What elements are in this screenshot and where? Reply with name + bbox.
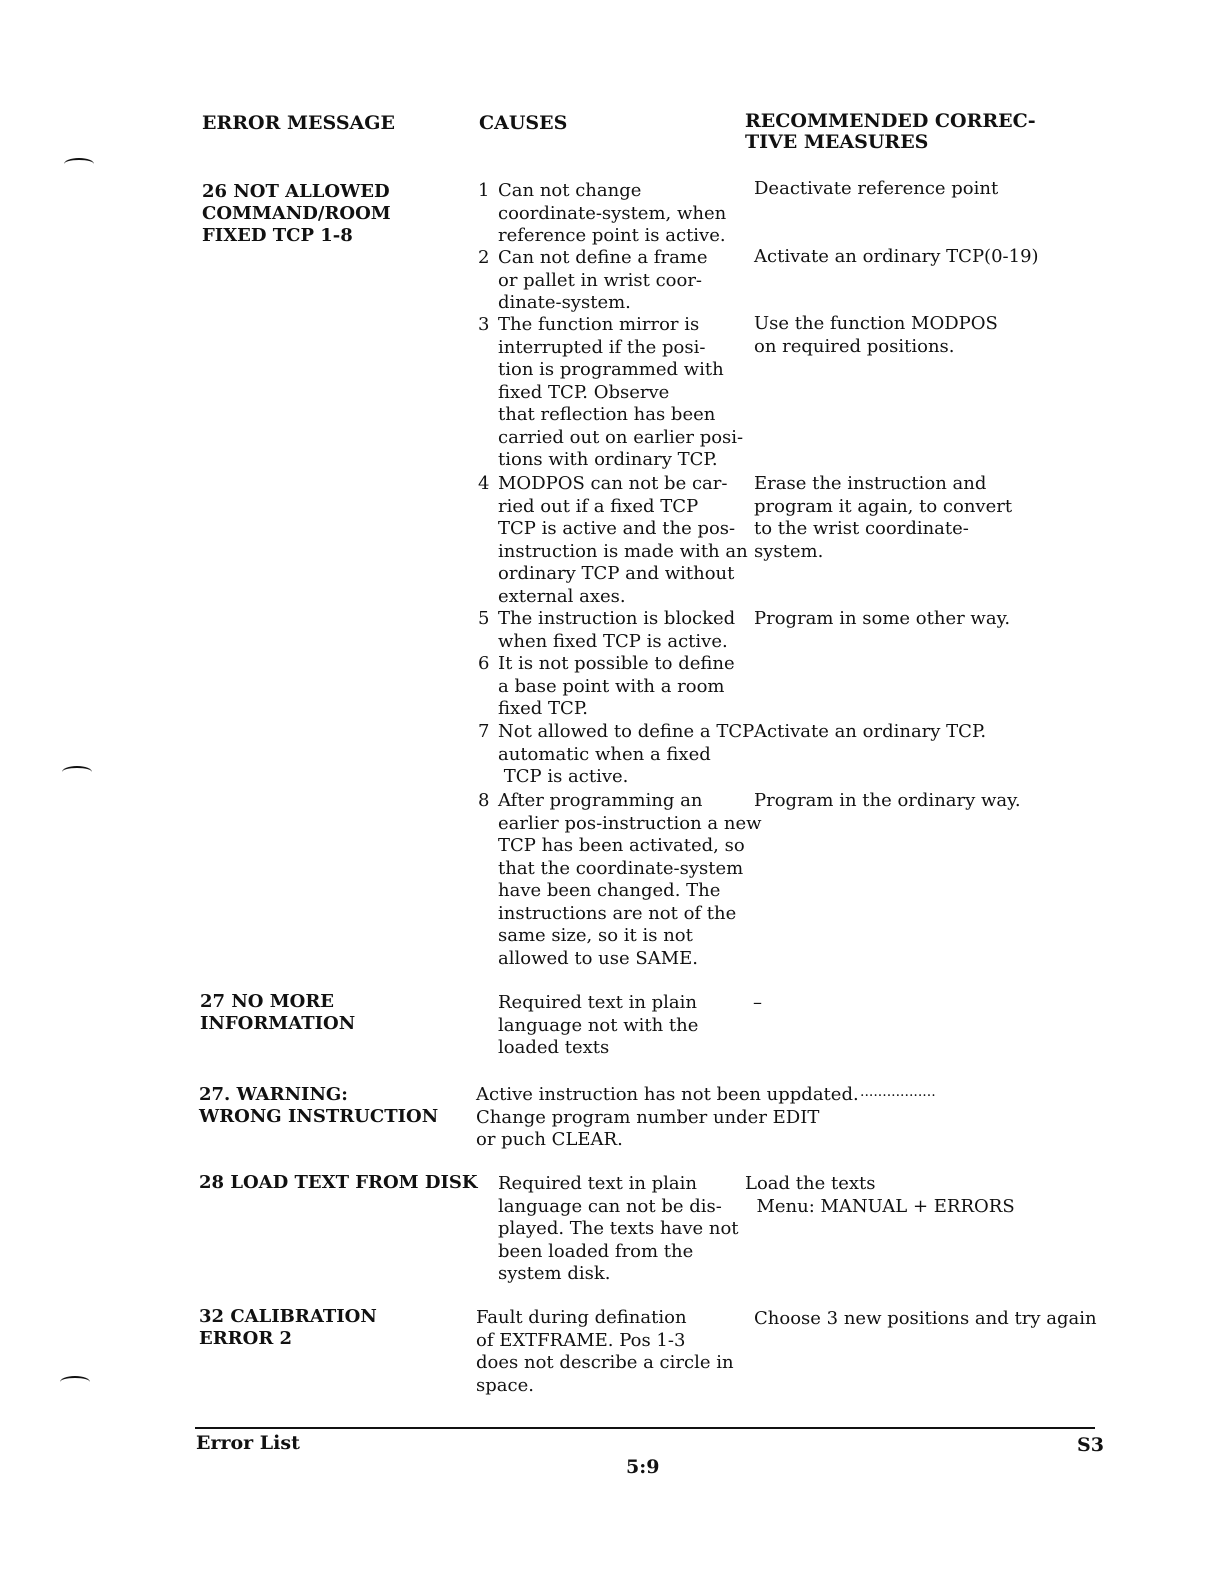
footer-title: Error List [196, 1432, 300, 1454]
cause-text: Can not change coordinate-system, when reference point is active. [498, 180, 727, 246]
measure-text: – [753, 992, 762, 1013]
cause-text: Required text in plain language can not be dis- played. The texts have not been loaded from the system disk. [498, 1173, 739, 1284]
cause-text: Fault during defination of EXTFRAME. Pos 1-3 does not describe a circle in space. [476, 1307, 734, 1396]
error-32-message: 32 CALIBRATION ERROR 2 [199, 1306, 377, 1349]
error-26-message: 26 NOT ALLOWED COMMAND/ROOM FIXED TCP 1-8 [202, 181, 391, 246]
page-number: 5:9 [626, 1456, 660, 1478]
cause-text: The instruction is blocked when fixed TCP is active. [498, 608, 736, 652]
cause-number: 1 [478, 180, 490, 201]
cause-number: 3 [478, 314, 490, 335]
measure-text: Use the function MODPOS on required positions. [754, 313, 998, 357]
cause-number: 4 [478, 473, 490, 494]
cause-text: Not allowed to define a TCP automatic when a fixed TCP is active. [498, 721, 755, 787]
cause-number: 6 [478, 653, 490, 674]
cause-number: 8 [478, 790, 490, 811]
binder-mark [64, 158, 94, 170]
footer-section: S3 [1077, 1434, 1104, 1456]
measure-text: Program in the ordinary way. [754, 790, 1021, 811]
cause-text: It is not possible to define a base point with a room fixed TCP. [498, 653, 735, 719]
header-error-message: ERROR MESSAGE [202, 112, 396, 134]
cause-text: The function mirror is interrupted if the posi- tion is programmed with fixed TCP. Observe that reflection has been carried out on earlier posi- tions with ordinary TCP. [498, 314, 744, 470]
cause-number: 2 [478, 247, 490, 268]
cause-number: 7 [478, 721, 490, 742]
cause-text: MODPOS can not be car- ried out if a fixed TCP TCP is active and the pos- instruction is made with an ordinary TCP and without external axes. [498, 473, 748, 607]
footer-rule [195, 1427, 1095, 1429]
binder-mark [62, 766, 92, 778]
measure-text: Activate an ordinary TCP(0-19) [754, 246, 1039, 267]
error-27-message: 27 NO MORE INFORMATION [200, 991, 356, 1034]
cause-text: Active instruction has not been uppdated. Change program number under EDIT or puch CLEAR. [476, 1084, 859, 1150]
measure-text: Choose 3 new positions and try again [754, 1308, 1097, 1329]
header-causes: CAUSES [479, 112, 568, 134]
error-28-message: 28 LOAD TEXT FROM DISK [199, 1172, 478, 1193]
measure-text: Erase the instruction and program it again, to convert to the wrist coordinate- system. [754, 473, 1013, 562]
measure-text: Program in some other way. [754, 608, 1011, 629]
header-measures: RECOMMENDED CORREC- TIVE MEASURES [745, 110, 1036, 153]
cause-number: 5 [478, 608, 490, 629]
cause-text: Required text in plain language not with the loaded texts [498, 992, 699, 1058]
measure-text: Activate an ordinary TCP. [754, 721, 987, 742]
measure-text: Load the texts Menu: MANUAL + ERRORS [745, 1173, 1015, 1217]
error-27-warning-message: 27. WARNING: WRONG INSTRUCTION [199, 1084, 439, 1127]
cause-text: Can not define a frame or pallet in wrist coor- dinate-system. [498, 247, 708, 313]
measure-text: ................. [860, 1084, 936, 1100]
measure-text: Deactivate reference point [754, 178, 999, 199]
cause-text: After programming an earlier pos-instruction a new TCP has been activated, so that the coordinate-system have been changed. The instructions are not of the same size, so it is not allowed to use SAME. [498, 790, 762, 969]
binder-mark [60, 1376, 90, 1388]
